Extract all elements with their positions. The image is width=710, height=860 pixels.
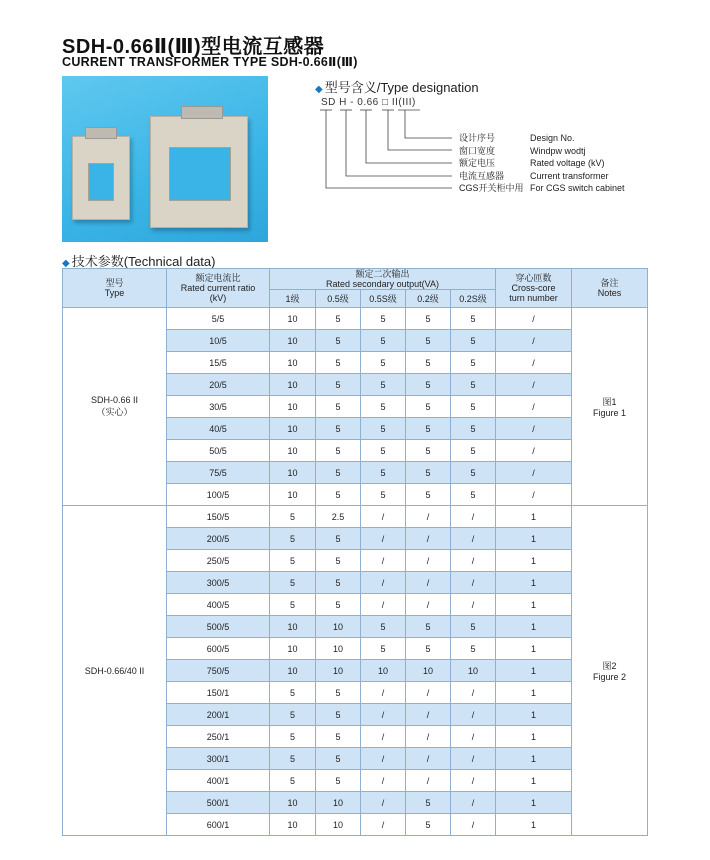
output-cell: 5 bbox=[316, 682, 361, 704]
output-cell: 5 bbox=[406, 484, 451, 506]
ratio-cell: 400/1 bbox=[167, 770, 270, 792]
ratio-cell: 150/1 bbox=[167, 682, 270, 704]
output-cell: 5 bbox=[451, 396, 496, 418]
note-en: Figure 2 bbox=[592, 672, 627, 682]
output-cell: 5 bbox=[316, 550, 361, 572]
product-photo bbox=[62, 76, 268, 242]
output-cell: 10 bbox=[270, 638, 316, 660]
output-cell: 10 bbox=[270, 462, 316, 484]
ratio-cell: 15/5 bbox=[167, 352, 270, 374]
output-cell: / bbox=[361, 704, 406, 726]
output-cell: 10 bbox=[406, 660, 451, 682]
ratio-cell: 500/1 bbox=[167, 792, 270, 814]
designation-code: SD H - 0.66 □ II(III) bbox=[321, 97, 416, 108]
ratio-cell: 400/5 bbox=[167, 594, 270, 616]
output-cell: / bbox=[451, 506, 496, 528]
output-cell: 5 bbox=[406, 374, 451, 396]
output-cell: 5 bbox=[451, 308, 496, 330]
output-cell: 5 bbox=[316, 330, 361, 352]
output-cell: 5 bbox=[316, 484, 361, 506]
class-header: 1级 bbox=[270, 290, 316, 308]
output-cell: / bbox=[406, 572, 451, 594]
technical-data-table bbox=[62, 268, 648, 836]
output-cell: 5 bbox=[361, 440, 406, 462]
ratio-cell: 500/5 bbox=[167, 616, 270, 638]
turns-cell: / bbox=[496, 352, 572, 374]
turns-cell: / bbox=[496, 462, 572, 484]
type-name: SDH-0.66/40 II bbox=[84, 665, 145, 676]
type-subtitle: （实心） bbox=[96, 407, 133, 417]
ratio-cell: 200/5 bbox=[167, 528, 270, 550]
ratio-cell: 600/1 bbox=[167, 814, 270, 836]
ratio-cell: 40/5 bbox=[167, 418, 270, 440]
class-header: 0.2S级 bbox=[451, 290, 496, 308]
output-cell: 5 bbox=[316, 374, 361, 396]
output-cell: / bbox=[451, 792, 496, 814]
output-cell: / bbox=[361, 506, 406, 528]
class-header: 0.2级 bbox=[406, 290, 451, 308]
output-cell: 5 bbox=[451, 330, 496, 352]
output-cell: 5 bbox=[451, 484, 496, 506]
page-title: SDH-0.66Ⅱ(Ⅲ)型电流互感器 bbox=[62, 36, 325, 58]
designation-labels-en: Design No. Windpw wodtj Rated voltage (kV) Current transformer For CGS switch cabinet bbox=[530, 133, 625, 193]
output-cell: / bbox=[406, 704, 451, 726]
turns-cell: 1 bbox=[496, 660, 572, 682]
output-cell: 5 bbox=[451, 638, 496, 660]
turns-cell: 1 bbox=[496, 638, 572, 660]
ratio-cell: 30/5 bbox=[167, 396, 270, 418]
class-header: 0.5级 bbox=[316, 290, 361, 308]
output-cell: 10 bbox=[270, 660, 316, 682]
turns-cell: 1 bbox=[496, 616, 572, 638]
table-body bbox=[63, 308, 648, 836]
output-cell: 10 bbox=[316, 616, 361, 638]
output-cell: 5 bbox=[316, 572, 361, 594]
output-cell: 5 bbox=[316, 528, 361, 550]
output-cell: 10 bbox=[270, 792, 316, 814]
output-cell: / bbox=[361, 594, 406, 616]
type-cell bbox=[63, 308, 167, 506]
ratio-cell: 100/5 bbox=[167, 484, 270, 506]
output-cell: 5 bbox=[270, 748, 316, 770]
output-cell: 5 bbox=[270, 704, 316, 726]
table-row bbox=[63, 308, 648, 330]
output-cell: 5 bbox=[361, 418, 406, 440]
output-cell: / bbox=[361, 572, 406, 594]
note-cn: 图1 bbox=[602, 397, 617, 407]
diamond-bullet-icon: ◆ bbox=[315, 84, 323, 95]
turns-cell: 1 bbox=[496, 748, 572, 770]
turns-cell: / bbox=[496, 440, 572, 462]
output-cell: 5 bbox=[361, 484, 406, 506]
output-cell: 5 bbox=[316, 704, 361, 726]
turns-cell: 1 bbox=[496, 704, 572, 726]
output-cell: 5 bbox=[406, 462, 451, 484]
notes-cell bbox=[572, 308, 648, 506]
type-designation-heading: ◆ 型号含义/Type designation bbox=[315, 80, 479, 95]
output-cell: 5 bbox=[270, 594, 316, 616]
output-cell: 5 bbox=[361, 396, 406, 418]
output-cell: 5 bbox=[406, 616, 451, 638]
output-cell: / bbox=[406, 550, 451, 572]
output-cell: 5 bbox=[316, 462, 361, 484]
output-cell: 5 bbox=[316, 770, 361, 792]
output-cell: 10 bbox=[361, 660, 406, 682]
output-cell: 5 bbox=[270, 506, 316, 528]
ratio-cell: 50/5 bbox=[167, 440, 270, 462]
output-cell: / bbox=[406, 726, 451, 748]
output-cell: 10 bbox=[316, 638, 361, 660]
turns-cell: 1 bbox=[496, 792, 572, 814]
output-cell: 5 bbox=[451, 462, 496, 484]
ratio-cell: 300/1 bbox=[167, 748, 270, 770]
output-cell: 5 bbox=[361, 616, 406, 638]
output-cell: 5 bbox=[361, 330, 406, 352]
ratio-header: 额定电流比 Rated current ratio (kV) bbox=[167, 269, 270, 308]
output-cell: 2.5 bbox=[316, 506, 361, 528]
output-cell: 5 bbox=[270, 682, 316, 704]
note-cn: 图2 bbox=[602, 661, 617, 671]
large-transformer-image bbox=[150, 116, 248, 228]
output-cell: / bbox=[451, 528, 496, 550]
ratio-cell: 150/5 bbox=[167, 506, 270, 528]
turns-cell: / bbox=[496, 418, 572, 440]
output-cell: 5 bbox=[406, 814, 451, 836]
output-cell: 5 bbox=[451, 440, 496, 462]
output-cell: 5 bbox=[316, 594, 361, 616]
output-cell: 5 bbox=[451, 374, 496, 396]
page-subtitle: CURRENT TRANSFORMER TYPE SDH-0.66Ⅱ(Ⅲ) bbox=[62, 55, 358, 69]
output-cell: 5 bbox=[316, 440, 361, 462]
output-cell: 5 bbox=[361, 374, 406, 396]
output-cell: 5 bbox=[406, 638, 451, 660]
turns-cell: / bbox=[496, 330, 572, 352]
ratio-cell: 250/5 bbox=[167, 550, 270, 572]
output-cell: 10 bbox=[270, 330, 316, 352]
turns-cell: / bbox=[496, 396, 572, 418]
turns-header: 穿心匝数 Cross-core turn number bbox=[496, 269, 572, 308]
table-row bbox=[63, 506, 648, 528]
ratio-cell: 250/1 bbox=[167, 726, 270, 748]
output-cell: / bbox=[361, 528, 406, 550]
output-cell: / bbox=[451, 550, 496, 572]
turns-cell: 1 bbox=[496, 550, 572, 572]
turns-cell: / bbox=[496, 484, 572, 506]
type-name: SDH-0.66 II bbox=[90, 395, 139, 405]
output-cell: 5 bbox=[406, 440, 451, 462]
output-cell: / bbox=[451, 748, 496, 770]
ratio-cell: 300/5 bbox=[167, 572, 270, 594]
output-cell: 5 bbox=[361, 462, 406, 484]
output-cell: 5 bbox=[451, 352, 496, 374]
output-cell: / bbox=[406, 748, 451, 770]
diamond-bullet-icon: ◆ bbox=[62, 258, 70, 269]
output-cell: 5 bbox=[270, 770, 316, 792]
output-cell: / bbox=[451, 594, 496, 616]
turns-cell: / bbox=[496, 374, 572, 396]
output-cell: / bbox=[406, 770, 451, 792]
output-cell: / bbox=[361, 726, 406, 748]
output-cell: 5 bbox=[361, 308, 406, 330]
output-cell: 5 bbox=[406, 352, 451, 374]
notes-header: 备注 Notes bbox=[572, 269, 648, 308]
output-cell: / bbox=[406, 682, 451, 704]
output-cell: 5 bbox=[406, 396, 451, 418]
ratio-cell: 750/5 bbox=[167, 660, 270, 682]
output-cell: 5 bbox=[316, 418, 361, 440]
output-cell: 10 bbox=[270, 440, 316, 462]
output-cell: / bbox=[406, 528, 451, 550]
output-cell: / bbox=[451, 704, 496, 726]
turns-cell: 1 bbox=[496, 572, 572, 594]
type-header: 型号 Type bbox=[63, 269, 167, 308]
output-cell: 10 bbox=[270, 308, 316, 330]
output-cell: 10 bbox=[270, 484, 316, 506]
output-cell: 10 bbox=[270, 374, 316, 396]
output-cell: 10 bbox=[270, 396, 316, 418]
output-cell: 5 bbox=[270, 572, 316, 594]
output-cell: / bbox=[361, 792, 406, 814]
output-cell: 5 bbox=[270, 726, 316, 748]
output-cell: 10 bbox=[451, 660, 496, 682]
output-cell: 10 bbox=[316, 660, 361, 682]
ratio-cell: 10/5 bbox=[167, 330, 270, 352]
output-cell: 5 bbox=[451, 418, 496, 440]
output-cell: / bbox=[451, 682, 496, 704]
output-cell: 10 bbox=[270, 814, 316, 836]
note-en: Figure 1 bbox=[592, 408, 627, 418]
output-cell: 10 bbox=[316, 792, 361, 814]
ratio-cell: 200/1 bbox=[167, 704, 270, 726]
output-cell: / bbox=[361, 550, 406, 572]
ratio-cell: 5/5 bbox=[167, 308, 270, 330]
turns-cell: / bbox=[496, 308, 572, 330]
technical-data-heading: ◆ 技术参数(Technical data) bbox=[62, 254, 216, 269]
output-cell: 5 bbox=[270, 550, 316, 572]
turns-cell: 1 bbox=[496, 770, 572, 792]
output-cell: / bbox=[451, 814, 496, 836]
type-cell bbox=[63, 506, 167, 836]
output-cell: / bbox=[361, 770, 406, 792]
turns-cell: 1 bbox=[496, 726, 572, 748]
turns-cell: 1 bbox=[496, 682, 572, 704]
output-header: 额定二次输出 Rated secondary output(VA) bbox=[270, 269, 496, 290]
output-cell: / bbox=[361, 682, 406, 704]
output-cell: / bbox=[451, 770, 496, 792]
output-cell: / bbox=[451, 726, 496, 748]
output-cell: 5 bbox=[361, 638, 406, 660]
output-cell: 5 bbox=[316, 396, 361, 418]
output-cell: 5 bbox=[451, 616, 496, 638]
turns-cell: 1 bbox=[496, 528, 572, 550]
class-header: 0.5S级 bbox=[361, 290, 406, 308]
output-cell: 5 bbox=[406, 418, 451, 440]
small-transformer-image bbox=[72, 136, 130, 220]
ratio-cell: 75/5 bbox=[167, 462, 270, 484]
output-cell: 10 bbox=[316, 814, 361, 836]
ratio-cell: 600/5 bbox=[167, 638, 270, 660]
output-cell: 5 bbox=[316, 352, 361, 374]
output-cell: 5 bbox=[316, 748, 361, 770]
output-cell: 10 bbox=[270, 418, 316, 440]
output-cell: 5 bbox=[406, 792, 451, 814]
output-cell: / bbox=[406, 506, 451, 528]
notes-cell bbox=[572, 506, 648, 836]
output-cell: / bbox=[361, 814, 406, 836]
turns-cell: 1 bbox=[496, 594, 572, 616]
output-cell: / bbox=[451, 572, 496, 594]
output-cell: / bbox=[406, 594, 451, 616]
output-cell: 5 bbox=[270, 528, 316, 550]
designation-labels-cn: 设计序号 窗口宽度 额定电压 电流互感器 CGS开关柜中用 bbox=[459, 133, 524, 193]
output-cell: / bbox=[361, 748, 406, 770]
output-cell: 10 bbox=[270, 352, 316, 374]
output-cell: 5 bbox=[406, 330, 451, 352]
output-cell: 5 bbox=[361, 352, 406, 374]
turns-cell: 1 bbox=[496, 506, 572, 528]
output-cell: 5 bbox=[316, 726, 361, 748]
ratio-cell: 20/5 bbox=[167, 374, 270, 396]
output-cell: 10 bbox=[270, 616, 316, 638]
output-cell: 5 bbox=[316, 308, 361, 330]
turns-cell: 1 bbox=[496, 814, 572, 836]
output-cell: 5 bbox=[406, 308, 451, 330]
